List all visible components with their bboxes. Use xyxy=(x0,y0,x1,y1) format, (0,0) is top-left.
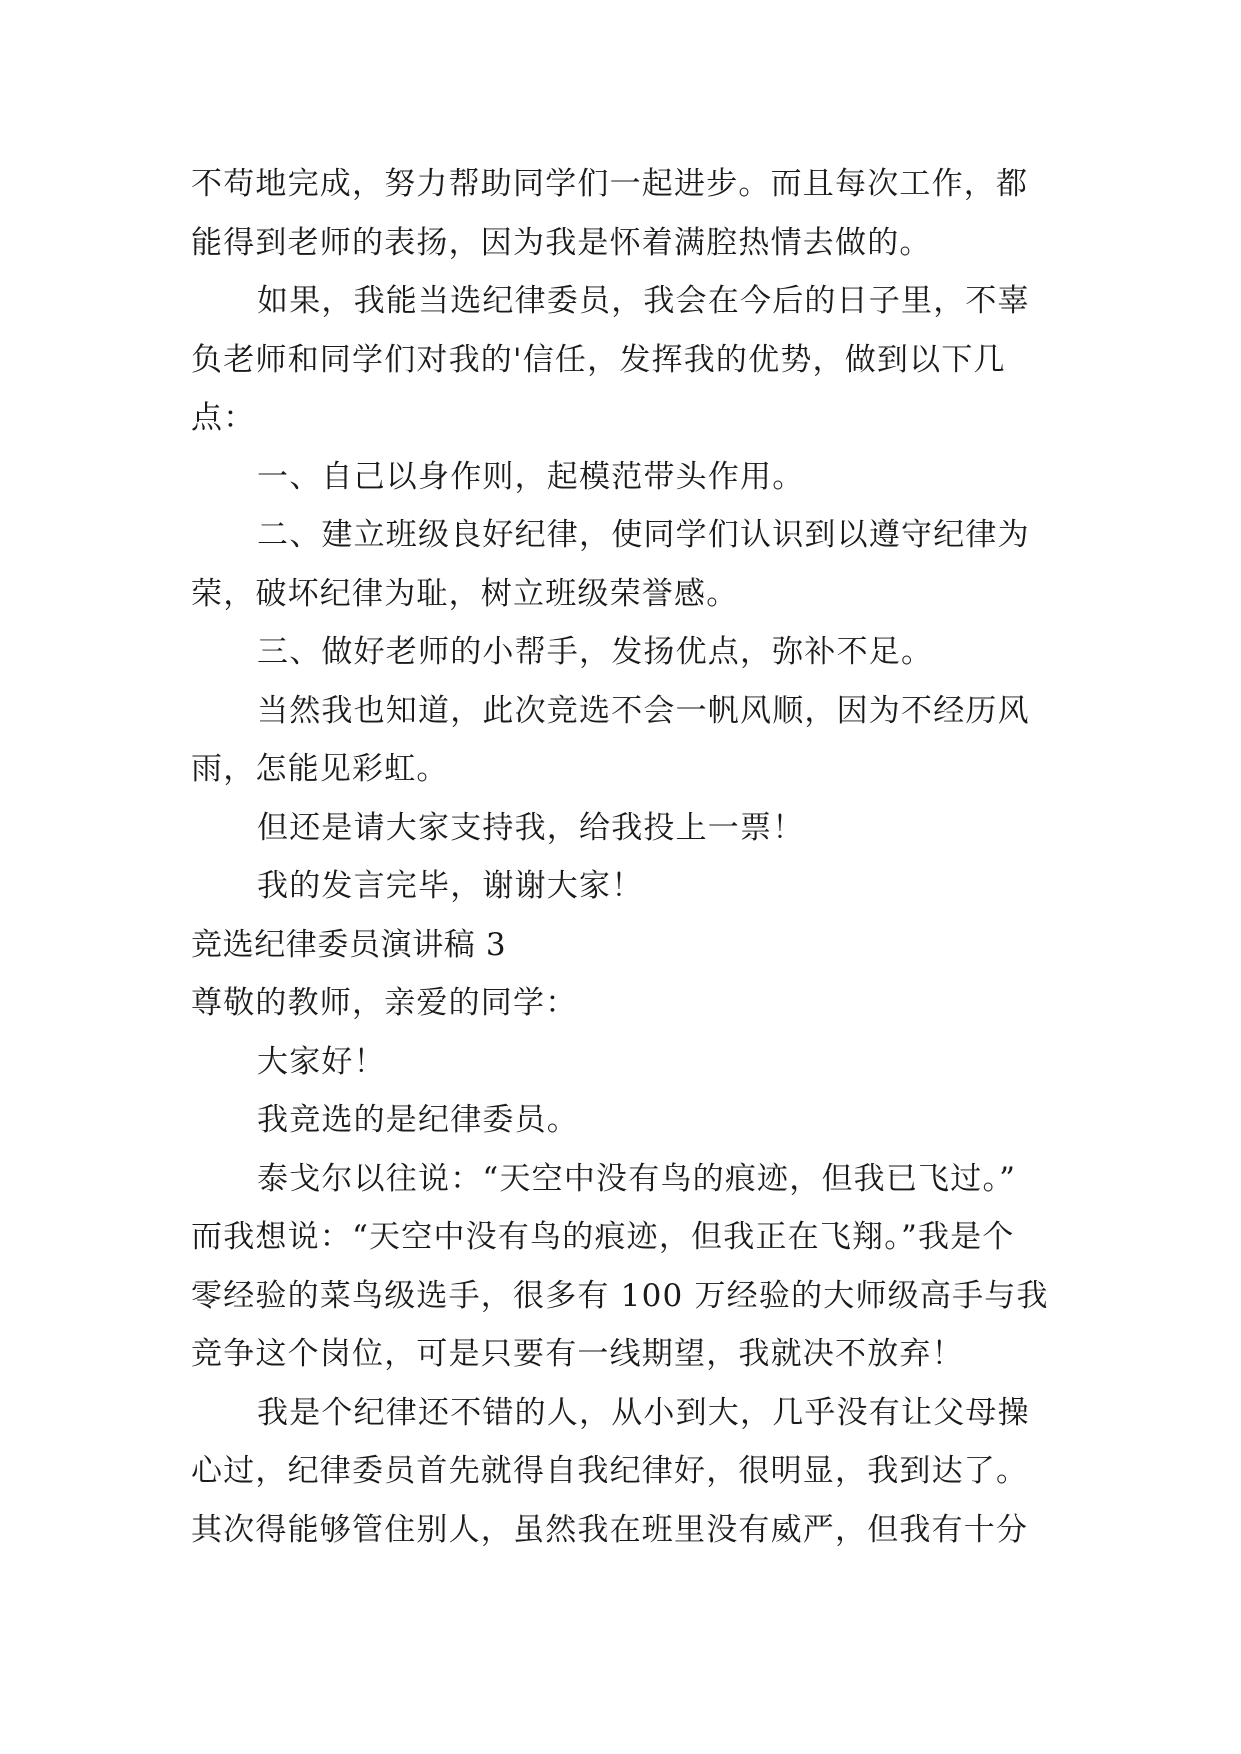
text-line: 我是个纪律还不错的人，从小到大，几乎没有让父母操 xyxy=(257,1394,1030,1431)
text-line: 一、自己以身作则，起模范带头作用。 xyxy=(257,458,805,495)
text-line: 心过，纪律委员首先就得自我纪律好，很明显，我到达了。 xyxy=(191,1453,1029,1489)
text-line: 其次得能够管住别人，虽然我在班里没有威严，但我有十分 xyxy=(191,1511,1029,1548)
text-line: 而我想说：“天空中没有鸟的痕迹，但我正在飞翔。”我是个 xyxy=(191,1219,1015,1255)
text-line: 当然我也知道，此次竞选不会一帆风顺，因为不经历风 xyxy=(257,692,1030,729)
text-line: 我竞选的是纪律委员。 xyxy=(257,1102,579,1138)
greeting: 大家好！ xyxy=(257,1043,386,1080)
text-line: 二、建立班级良好纪律，使同学们认识到以遵守纪律为 xyxy=(257,517,1030,553)
text-line: 我的发言完毕，谢谢大家！ xyxy=(257,868,644,904)
salutation: 尊敬的教师，亲爱的同学： xyxy=(191,985,578,1021)
section-heading: 竞选纪律委员演讲稿 3 xyxy=(191,926,507,963)
text-line: 如果，我能当选纪律委员，我会在今后的日子里，不辜 xyxy=(257,283,1030,319)
text-line: 荣，破坏纪律为耻，树立班级荣誉感。 xyxy=(191,575,739,612)
text-line: 泰戈尔以往说：“天空中没有鸟的痕迹，但我已飞过。” xyxy=(257,1160,1017,1197)
text-line: 但还是请大家支持我，给我投上一票！ xyxy=(257,809,805,846)
text-line: 雨，怎能见彩虹。 xyxy=(191,751,449,787)
text-line: 点： xyxy=(191,400,256,436)
text-line: 不苟地完成，努力帮助同学们一起进步。而且每次工作，都 xyxy=(191,166,1029,202)
text-line: 三、做好老师的小帮手，发扬优点，弥补不足。 xyxy=(257,634,934,670)
text-line: 零经验的菜鸟级选手，很多有 100 万经验的大师级高手与我 xyxy=(191,1277,1049,1314)
text-line: 负老师和同学们对我的'信任，发挥我的优势，做到以下几 xyxy=(191,341,1006,378)
text-line: 竞争这个岗位，可是只要有一线期望，我就决不放弃！ xyxy=(191,1336,964,1372)
text-line: 能得到老师的表扬，因为我是怀着满腔热情去做的。 xyxy=(191,224,932,261)
document-body xyxy=(191,155,1053,1559)
